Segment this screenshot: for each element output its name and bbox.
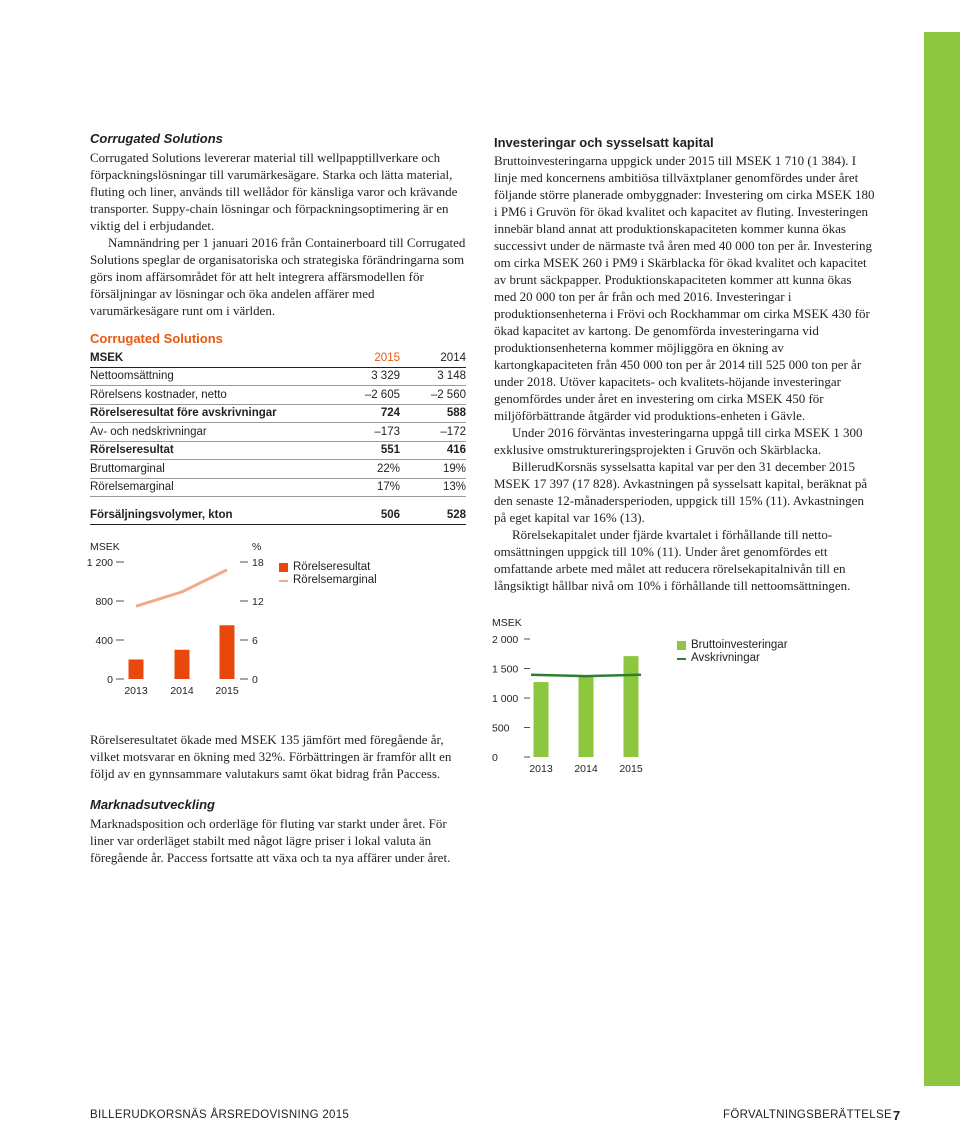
left-axis-label: MSEK [492, 617, 522, 629]
row-label: Bruttomarginal [90, 462, 165, 475]
row-label: Av- och nedskrivningar [90, 425, 207, 438]
row-value-2014: 416 [446, 444, 466, 457]
left-tick-label: 800 [95, 596, 113, 608]
x-tick-label: 2015 [215, 685, 239, 697]
row-value-2014: 13% [442, 481, 466, 494]
left-tick-label: 400 [95, 635, 113, 647]
row-value-2014: 588 [446, 407, 466, 420]
row-label: Rörelsens kostnader, netto [90, 388, 227, 401]
rename-paragraph: Namnändring per 1 januari 2016 från Containerboard till Corrugated Solutions speglar de organisatoriska och strategiska förändringarna som görs inom affärsområdet för att helt integrera affärsmodellen för försäljningar av lösningar och öka andelen affärer med varumärkesägare runt om i världen. [90, 235, 466, 318]
row-value-2015: 22% [376, 462, 400, 475]
legend-item-line [279, 574, 377, 587]
table-row [90, 405, 466, 424]
market-section [90, 797, 466, 866]
legend-swatch-bar [677, 641, 686, 650]
right-axis-label: % [252, 541, 262, 553]
table-header-row [90, 349, 466, 368]
row-value-2015: 724 [380, 407, 400, 420]
left-tick-label: 2 000 [492, 634, 519, 646]
row-value-2015: 506 [380, 508, 400, 521]
left-tick-label: 0 [492, 752, 498, 764]
row-label: Nettoomsättning [90, 370, 174, 383]
right-tick-label: 12 [252, 596, 264, 608]
investment-heading: Investeringar och sysselsatt kapital [494, 135, 714, 150]
table-row-volume [90, 506, 466, 525]
legend-swatch-line [279, 580, 288, 582]
table-row [90, 479, 466, 498]
row-value-2015: –2 605 [364, 388, 400, 401]
x-tick-label: 2014 [170, 685, 194, 697]
table-row [90, 368, 466, 387]
legend-label: Bruttoinvesteringar [691, 639, 788, 651]
legend-label: Rörelseresultat [293, 561, 371, 573]
footer-report-title: BILLERUDKORSNÄS ÅRSREDOVISNING 2015 [90, 1109, 350, 1121]
chart2-legend [677, 639, 788, 665]
footer-section-title: FÖRVALTNINGSBERÄTTELSE [723, 1109, 892, 1121]
line-depreciation [531, 675, 641, 676]
line-operating-margin [136, 570, 227, 606]
table-row [90, 442, 466, 461]
legend-label: Avskrivningar [691, 652, 760, 664]
bar-gross-investment [624, 656, 639, 757]
left-tick-label: 500 [492, 722, 510, 735]
legend-item-line [677, 652, 788, 665]
row-label: Försäljningsvolymer, kton [90, 508, 233, 521]
x-tick-label: 2014 [574, 763, 598, 775]
row-value-2014: –172 [440, 425, 466, 438]
table-row [90, 423, 466, 442]
market-heading: Marknadsutveckling [90, 797, 215, 812]
x-tick-label: 2013 [529, 763, 553, 775]
intro-paragraph: Corrugated Solutions levererar material till wellpapptillverkare och förpackningslösningar till varumärkesägare. Starka och lätta material, fluting och liner, används till wellådor för känsliga varor och krävande transporter. Suppy-chain lösningar och förpackningsoptimering är en viktig del i erbjudandet. [90, 150, 458, 233]
row-label: Rörelseresultat före avskrivningar [90, 407, 277, 420]
bar-gross-investment [579, 675, 594, 757]
row-label: Rörelsemarginal [90, 481, 174, 494]
left-tick-label: 0 [107, 674, 113, 686]
left-tick-label: 1 500 [492, 663, 519, 676]
row-value-2014: –2 560 [430, 388, 466, 401]
investment-paragraph-1: Bruttoinvesteringarna uppgick under 2015 till MSEK 1 710 (1 384). I linje med koncernens ambitiösa tillväxtplaner genomfördes under året följande större planerade ombyggnader: Investering om cirka MSEK 180 i PM6 i Gruvön för ökad kvalitet och kapacitet av fluting. Investeringen innebär bland annat att produktionskapaciteten kommer kunna ökas successivt under de närmaste två åren med 40 000 ton per år. Investering om cirka MSEK 260 i PM9 i Skärblacka för ökad kvalitet och kapacitet av brunt säckpapper. Produktionskapaciteten kommer att kunna ökas med 20 000 ton per år från och med 2016. Investeringar i produktionsenheterna i Frövi och Rockhammar om cirka MSEK 430 för ökad kapacitet av kartong. De genomförda investeringarna vid produktionsenheterna kommer möjliggöra en ökning av kartongkapaciteten från 450 000 ton per år 2014 till 525 000 ton per år under 2018. Utöver kapacitets- och kvalitets-höjande investeringar genomfördes under året en investering om cirka MSEK 450 för miljöförbättrande åtgärder vid produktions-enheten i Gävle. [494, 153, 875, 423]
chart1-legend [279, 561, 377, 587]
left-tick-label: 1 200 [86, 557, 113, 569]
legend-swatch-bar [279, 563, 288, 572]
x-tick-label: 2013 [124, 685, 148, 697]
table-row [90, 386, 466, 405]
bar-operating-profit [175, 650, 190, 679]
key-figures-table [90, 349, 466, 525]
bar-operating-profit [220, 625, 235, 679]
left-tick-label: 1 000 [492, 693, 519, 705]
table-header-2015: 2015 [374, 351, 400, 364]
table-title: Corrugated Solutions [90, 331, 223, 346]
right-tick-label: 6 [252, 635, 258, 647]
section-heading-corrugated: Corrugated Solutions [90, 131, 223, 146]
row-value-2015: 3 329 [371, 370, 400, 383]
investment-paragraph-2: Under 2016 förväntas investeringarna uppgå till cirka MSEK 1 300 exklusive omstruktureringsprojekten i Gruvön och Skärblacka. [494, 425, 863, 457]
left-axis-label: MSEK [90, 541, 120, 553]
row-value-2014: 3 148 [437, 370, 466, 383]
left-column [90, 131, 466, 319]
row-value-2015: –173 [374, 425, 400, 438]
x-tick-label: 2015 [619, 763, 643, 775]
working-capital-paragraph: Rörelsekapitalet under fjärde kvartalet i förhållande till netto-omsättningen uppgick till 10% (11). Under året genomfördes ett omfattande arbete med målet att reducera rörelsekapitalnivån till en långsiktigt hållbar nivå om 10% i förhållande till nettoomsättningen. [494, 527, 851, 593]
investments-chart [488, 612, 658, 777]
row-value-2014: 528 [446, 508, 466, 521]
capital-paragraph: BillerudKorsnäs sysselsatta kapital var per den 31 december 2015 MSEK 17 397 (17 828). Avkastningen på sysselsatt kapital, beräknat på den senaste 12-månadersperioden, uppgick till 15% (11). Avkastningen på eget kapital var 16% (13). [494, 459, 868, 525]
right-tick-label: 0 [252, 674, 258, 686]
table-spacer [90, 497, 466, 506]
right-tick-label: 18 [252, 557, 264, 569]
row-value-2014: 19% [442, 462, 466, 475]
bar-operating-profit [129, 660, 144, 680]
profit-comment [90, 731, 466, 782]
right-column [494, 135, 876, 594]
table-header-2014: 2014 [440, 351, 466, 364]
bar-gross-investment [534, 682, 549, 757]
profit-comment-text: Rörelseresultatet ökade med MSEK 135 jämfört med föregående år, vilket motsvarar en ökning med 32%. Förbättringen är framför allt en följd av en gynnsammare valutakurs samt ökat bidrag från Paccess. [90, 732, 452, 781]
row-label: Rörelseresultat [90, 444, 174, 457]
market-text: Marknadsposition och orderläge för fluting var starkt under året. För liner var orderläget stabilt med något lägre priser i lokal valuta än föregående år. Paccess fortsatte att växa och ta nya affärer under året. [90, 816, 451, 865]
row-value-2015: 17% [376, 481, 400, 494]
legend-item-bar [677, 639, 788, 652]
row-value-2015: 551 [380, 444, 400, 457]
legend-swatch-line [677, 658, 686, 660]
green-side-bar [924, 32, 960, 1086]
table-row [90, 460, 466, 479]
operating-profit-chart [86, 536, 286, 698]
page-number: 7 [893, 1108, 901, 1123]
legend-label: Rörelsemarginal [293, 574, 377, 586]
legend-item-bar [279, 561, 377, 574]
table-header-msek: MSEK [90, 351, 124, 364]
